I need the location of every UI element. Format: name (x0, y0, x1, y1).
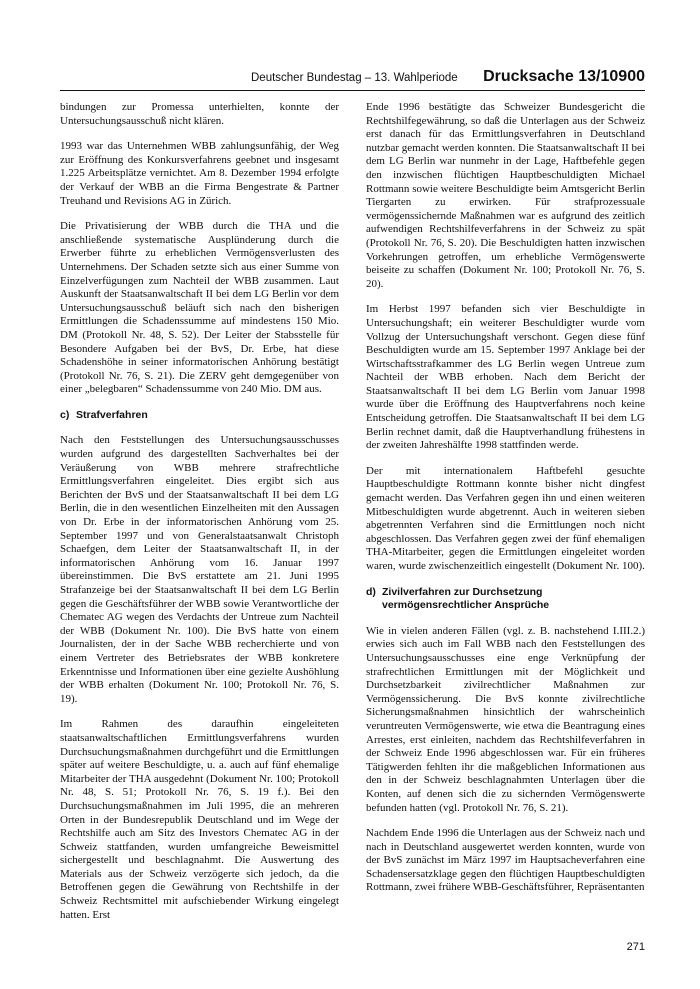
paragraph: Nach den Feststellungen des Untersuchungsausschusses wurden aufgrund des dargestellten Sachverhaltes bei der Veräußerung von WBB mehrere strafrechtliche Ermittlungsverfahren eingeleitet. Dies ergibt sich aus Berichten der BvS und der Staatsanwaltschaft II bei dem LG Berlin, die in den wesentlichen Einzelheiten mit den Aussagen von Dr. Erbe in der informatorischen Anhörung vom 25. September 1997 und von Generalstaatsanwalt Christoph Schaefgen, dem Leiter der Staatsanwaltschaft II, in der informatorischen Anhörung vom 16. Januar 1997 übereinstimmen. Die BvS erstattete am 21. Juni 1995 Strafanzeige bei der Staatsanwaltschaft II bei dem LG Berlin gegen die Geschäftsführer der WBB sowie Verantwortliche der Chematec AG wegen des Verdachts der Untreue zum Nachteil der WBB (Dokument Nr. 100). Die BvS hatte von einem Journalisten, der in der Sache WBB recherchierte und von einem Vertreter des Betriebsrates der WBB konkretere Erkenntnisse und Informationen über eine gezielte Aushöhlung der WBB erhalten (Dokument Nr. 100; Protokoll Nr. 76, S. 19). (60, 434, 339, 705)
header-divider (60, 90, 645, 91)
page-number: 271 (626, 941, 645, 953)
section-title: Zivilverfahren zur Durchsetzung vermögensrechtlicher Ansprüche (382, 585, 550, 612)
paragraph: Im Herbst 1997 befanden sich vier Beschuldigte in Untersuchungshaft; ein weiterer Beschuldigter wurde vom Vollzug der Untersuchungshaft verschont. Gegen diese fünf Beschuldigten wurde am 15. September 1997 Anklage bei der Wirtschaftsstrafkammer des LG Berlin wegen Untreue zum Nachteil der WBB erhoben. Nach dem Bericht der Staatsanwaltschaft II bei dem LG Berlin vom Januar 1998 wurde über die Eröffnung des Hauptverfahrens noch keine Entscheidung getroffen. Die Staatsanwaltschaft II bei dem LG Berlin rechnet damit, daß die Hauptverhandlung frühestens in der zweiten Jahreshälfte 1998 stattfinden werde. (366, 303, 645, 452)
paragraph: Ende 1996 bestätigte das Schweizer Bundesgericht die Rechtshilfegewährung, so daß die Unterlagen aus der Schweiz erst danach für das Ermittlungsverfahren in Deutschland nutzbar gemacht werden konnten. Die Staatsanwaltschaft II bei dem LG Berlin war nunmehr in der Lage, Haftbefehle gegen den inzwischen flüchtigen Hauptbeschuldigten Michael Rottmann sowie weitere Beschuldigte beim Amtsgericht Berlin Tiergarten zu erwirken. Für strafprozessuale vermögenssichernde Maßnahmen war es aufgrund des zeitlich aufwendigen Rechtshilfeverfahrens in der Schweiz zu spät (Protokoll Nr. 76, S. 20). Die Beschuldigten hatten inzwischen Vorkehrungen getroffen, um erhebliche Vermögenswerte beiseite zu schaffen (Dokument Nr. 100; Protokoll Nr. 76, S. 20). (366, 101, 645, 290)
section-heading-zivilverfahren (366, 586, 645, 613)
paragraph: Der mit internationalem Haftbefehl gesuchte Hauptbeschuldigte Rottmann konnte bisher nicht dingfest gemacht werden. Das Verfahren gegen ihn und einen weiteren Mitbeschuldigten wurde abgetrennt. Auch in weiteren sieben abgetrennten Verfahren sind die Ermittlungen noch nicht abgeschlossen. Das Verfahren gegen zwei der fünf ehemaligen THA-Mitarbeiter, gegen die Ermittlungen eingeleitet worden waren, wurde zwischenzeitlich eingestellt (Dokument Nr. 100). (366, 464, 645, 572)
paragraph: bindungen zur Promessa unterhielten, konnte der Untersuchungsausschuß nicht klären. (60, 101, 339, 127)
wahlperiode-label: Deutscher Bundestag – 13. Wahlperiode (251, 72, 458, 84)
page-header (60, 68, 645, 88)
paragraph: 1993 war das Unternehmen WBB zahlungsunfähig, der Weg zur Eröffnung des Konkursverfahrens geebnet und insgesamt 1.225 Arbeitsplätze vernichtet. Am 8. Dezember 1994 erfolgte der Verkauf der WBB an die Firma Bengestrate & Partner Treuhand und Revisions AG in Zürich. (60, 140, 339, 207)
section-label: d) (366, 585, 376, 598)
paragraph: Nachdem Ende 1996 die Unterlagen aus der Schweiz nach und nach in Deutschland ausgewertet werden konnten, wurde von der BvS zunächst im März 1997 im Hauptsacheverfahren eine Schadensersatzklage gegen den flüchtigen Hauptbeschuldigten Rottmann, zwei frühere WBB-Geschäftsführer, Repräsentanten (366, 827, 645, 894)
paragraph: Die Privatisierung der WBB durch die THA und die anschließende systematische Ausplünderung durch die Erwerber führte zu erheblichen Vermögensverlusten des Unternehmens. Der Schaden setzte sich aus einer Summe von Einzelverfügungen zum Nachteil der WBB zusammen. Laut Auskunft der Staatsanwaltschaft II bei dem LG Berlin vor dem Untersuchungsausschuß beläuft sich nach den bisherigen Ermittlungen die Schadenssumme auf mindestens 150 Mio. DM (Protokoll Nr. 48, S. 52). Der Leiter der Stabsstelle für Besondere Aufgaben bei der BvS, Dr. Erbe, hat diese Schadenshöhe in seiner informatorischen Anhörung bestätigt (Protokoll Nr. 76, S. 21). Die ZERV geht demgegenüber von einer „belegbaren“ Schadenssumme von 240 Mio. DM aus. (60, 220, 339, 396)
section-label: c) (60, 408, 70, 421)
paragraph: Wie in vielen anderen Fällen (vgl. z. B. nachstehend I.III.2.) erwies sich auch im Fall WBB nach den Feststellungen des Untersuchungsausschusses eine enge Verknüpfung der strafrechtlichen Ermittlungen mit der Möglichkeit und Durchsetzbarkeit zivilrechtlicher Maßnahmen zur Vermögenssicherung. Die BvS konnte zivilrechtliche Sicherungsmaßnahmen hinsichtlich der wahrscheinlich veruntreuten Vermögenswerte, wie etwa die Beantragung eines Arrestes, erst einleiten, nachdem das Rechtshilfeverfahren in der Schweiz Ende 1996 abgeschlossen war. Für ein früheres Tätigwerden fehlten ihr die maßgeblichen Informationen aus den in der Schweiz beschlagnahmten Unterlagen über die Konten, auf denen sich die zu sichernden Vermögenswerte befunden hatten (vgl. Protokoll Nr. 76, S. 21). (366, 624, 645, 814)
section-title: Strafverfahren (76, 408, 148, 421)
drucksache-number: Drucksache 13/10900 (483, 68, 645, 85)
left-column (60, 101, 339, 934)
section-heading-strafverfahren (60, 409, 339, 423)
paragraph: Im Rahmen des daraufhin eingeleiteten staatsanwaltschaftlichen Ermittlungsverfahrens wurden Durchsuchungsmaßnahmen durchgeführt und die Ermittlungen später auf weitere Beschuldigte, u. a. auch auf fünf ehemalige Mitarbeiter der THA ausgedehnt (Dokument Nr. 100; Protokoll Nr. 48, S. 51; Protokoll Nr. 76, S. 19 f.). Bei den Durchsuchungsmaßnahmen im Juli 1995, die an mehreren Orten in der Bundesrepublik Deutschland und im Wege der Rechtshilfe auch am Sitz des Investors Chematec AG in der Schweiz stattfanden, wurden umfangreiche Beweismittel sichergestellt und beschlagnahmt. Die Auswertung des Materials aus der Schweiz verzögerte sich jedoch, da die Betroffenen gegen die Gewährung von Rechtshilfe in der Schweiz Rechtsmittel mit aufschiebender Wirkung eingelegt hatten. Erst (60, 718, 339, 921)
right-column (366, 101, 645, 907)
